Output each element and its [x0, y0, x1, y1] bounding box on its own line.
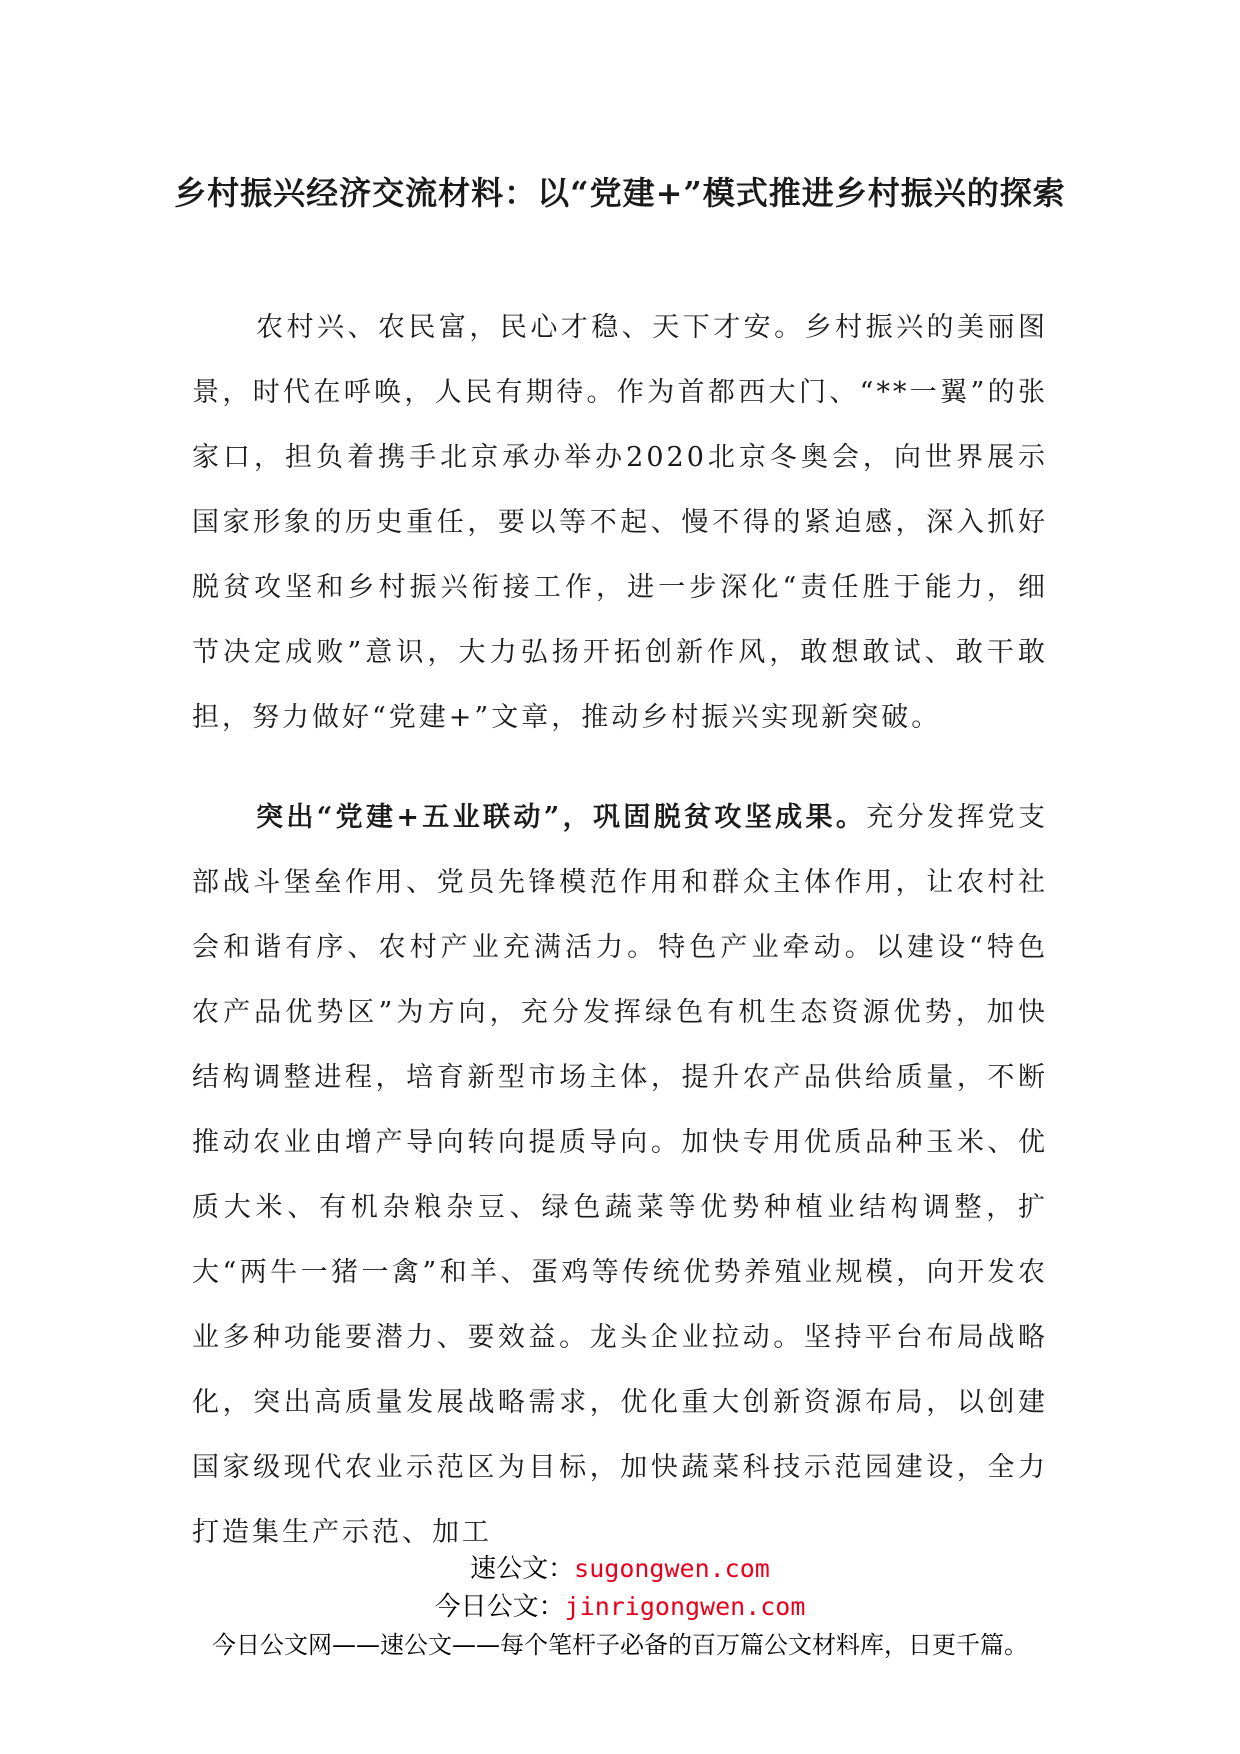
document-title: 乡村振兴经济交流材料：以“党建+”模式推进乡村振兴的探索	[174, 174, 1066, 212]
sugongwen-link[interactable]: sugongwen.com	[574, 1554, 770, 1583]
section-body: 充分发挥党支部战斗堡垒作用、党员先锋模范作用和群众主体作用，让农村社会和谐有序、农村产业充满活力。特色产业牵动。以建设“特色农产品优势区”为方向，充分发挥绿色有机生态资源优势，加快结构调整进程，培育新型市场主体，提升农产品供给质量，不断推动农业由增产导向转向提质导向。加快专用优质品种玉米、优质大米、有机杂粮杂豆、绿色蔬菜等优势种植业结构调整，扩大“两牛一猪一禽”和羊、蛋鸡等传统优势养殖业规模，向开发农业多种功能要潜力、要效益。龙头企业拉动。坚持平台布局战略化，突出高质量发展战略需求，优化重大创新资源布局，以创建国家级现代农业示范区为目标，加快蔬菜科技示范园建设，全力打造集生产示范、加工	[192, 802, 1049, 1548]
paragraph-section-1	[192, 785, 1048, 1565]
footer-line-jinrigongwen	[0, 1590, 1240, 1624]
paragraph-intro: 农村兴、农民富，民心才稳、天下才安。乡村振兴的美丽图景，时代在呼唤，人民有期待。作为首都西大门、“**一翼”的张家口，担负着携手北京承办举办2020北京冬奥会，向世界展示国家形象的历史重任，要以等不起、慢不得的紧迫感，深入抓好脱贫攻坚和乡村振兴衔接工作，进一步深化“责任胜于能力，细节决定成败”意识，大力弘扬开拓创新作风，敢想敢试、敢干敢担，努力做好“党建+”文章，推动乡村振兴实现新突破。	[192, 312, 1048, 733]
section-heading: 突出“党建+五业联动”，巩固脱贫攻坚成果。	[256, 802, 867, 833]
footer-label-jinrigongwen: 今日公文：	[434, 1592, 565, 1622]
footer-line-sugongwen	[0, 1552, 1240, 1586]
jinrigongwen-link[interactable]: jinrigongwen.com	[564, 1592, 806, 1621]
footer-slogan: 今日公文网——速公文——每个笔杆子必备的百万篇公文材料库，日更千篇。	[212, 1631, 1028, 1659]
footer-label-sugongwen: 速公文：	[470, 1554, 575, 1584]
